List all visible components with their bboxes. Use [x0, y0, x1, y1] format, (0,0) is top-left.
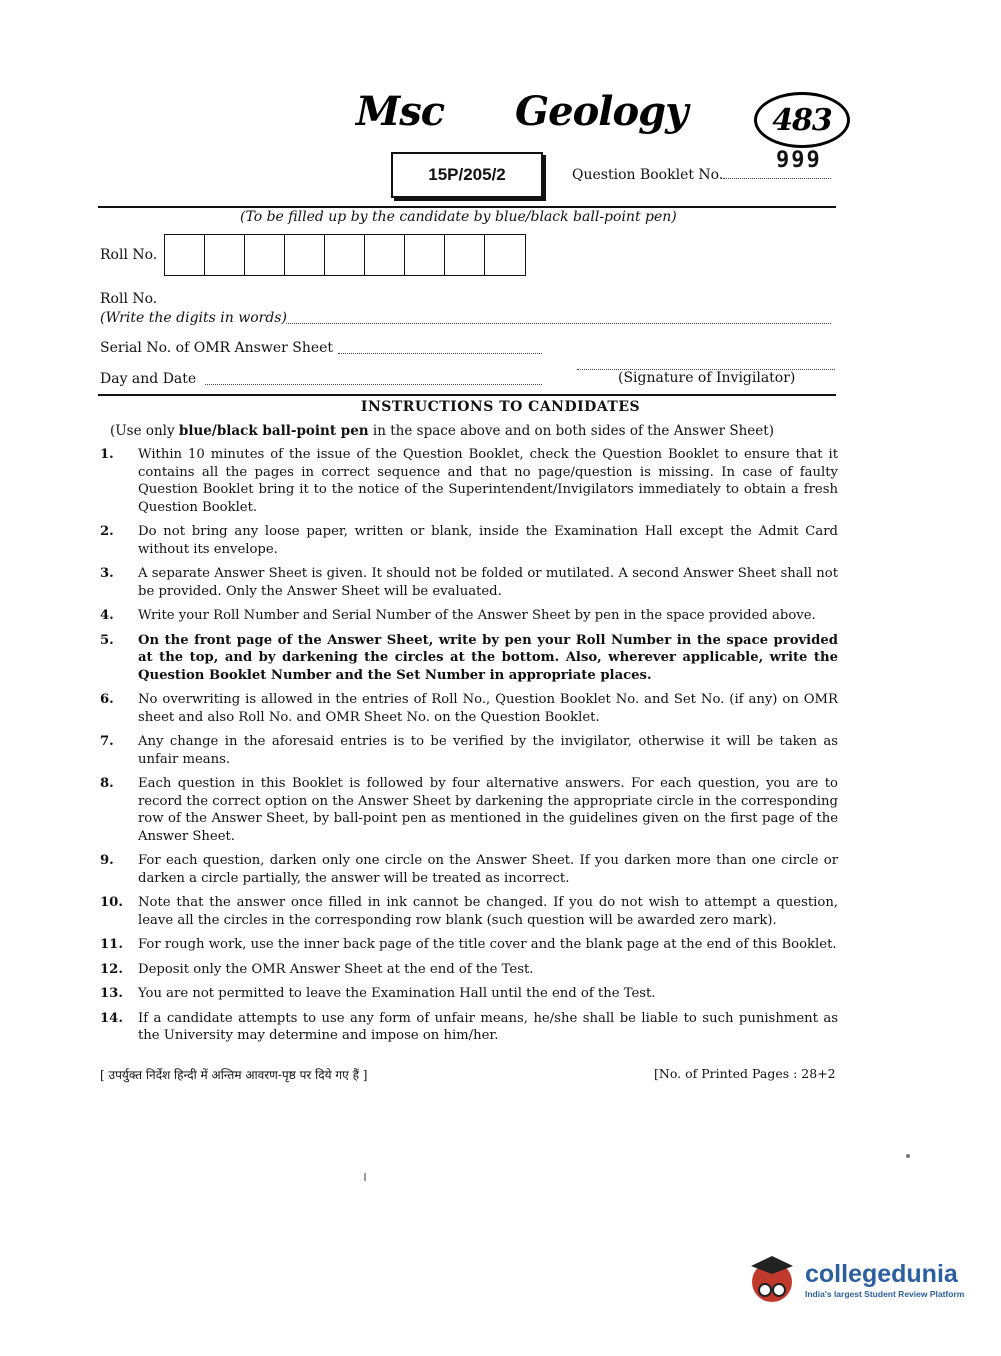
instruction-number: 7. — [100, 734, 114, 749]
instruction-number: 12. — [100, 961, 123, 977]
instructions-subheading — [110, 423, 774, 439]
instruction-text: For each question, darken only one circle on the Answer Sheet. If you darken more than one circle or darken a circle partially, the answer will be treated as incorrect. — [138, 853, 838, 886]
instruction-number: 2. — [100, 524, 114, 539]
instructions-list — [100, 446, 838, 1052]
brand-name: collegedunia — [805, 1259, 958, 1288]
subheading-post: in the space above and on both sides of the Answer Sheet) — [368, 423, 774, 439]
subheading-bold: blue/black ball-point pen — [178, 423, 369, 439]
instructions-divider — [98, 394, 836, 396]
instruction-number: 6. — [100, 692, 114, 707]
roll-no-cell[interactable] — [445, 235, 485, 275]
instruction-item — [100, 1010, 838, 1045]
instruction-number: 10. — [100, 895, 123, 910]
instruction-item — [100, 632, 838, 685]
instruction-number: 11. — [100, 937, 123, 952]
roll-no-label: Roll No. — [100, 247, 158, 263]
instruction-item — [100, 894, 838, 929]
instruction-item — [100, 565, 838, 600]
instructions-heading: INSTRUCTIONS TO CANDIDATES — [360, 399, 641, 415]
collegedunia-logo — [745, 1252, 964, 1306]
printed-pages: [No. of Printed Pages : 28+2 — [654, 1066, 836, 1081]
instruction-number: 13. — [100, 986, 123, 1001]
day-date-label: Day and Date — [100, 371, 197, 387]
top-divider — [98, 206, 836, 208]
subheading-pre: (Use only — [110, 423, 179, 439]
roll-no-cell[interactable] — [245, 235, 285, 275]
instruction-text: On the front page of the Answer Sheet, write by pen your Roll Number in the space provided at the top, and by darkening the circles at the bottom. Also, wherever applicable, write the Question Booklet Number and the Set Number in appropriate places. — [138, 632, 838, 683]
roll-no-cell[interactable] — [485, 235, 525, 275]
instruction-number: 3. — [100, 566, 114, 581]
scan-dot — [906, 1154, 910, 1158]
instruction-item — [100, 733, 838, 768]
roll-no-cell[interactable] — [285, 235, 325, 275]
instruction-text: For rough work, use the inner back page of the title cover and the blank page at the end of this Booklet. — [138, 937, 837, 952]
fill-note: (To be filled up by the candidate by blue/black ball-point pen) — [240, 209, 677, 225]
brand-tagline: India's largest Student Review Platform — [805, 1288, 965, 1299]
instruction-text: Deposit only the OMR Answer Sheet at the end of the Test. — [138, 961, 534, 977]
roll-no-cell[interactable] — [405, 235, 445, 275]
instruction-text: Within 10 minutes of the issue of the Question Booklet, check the Question Booklet to ensure that it contains all the pages in correct sequence and that no page/question is missing. In case of faulty Question Booklet bring it to the notice of the Superintendent/Invigilators immediately to obtain a fresh Question Booklet. — [138, 447, 838, 515]
serial-no-field[interactable] — [338, 341, 542, 354]
handwritten-code-circle — [754, 92, 850, 148]
instruction-text: Write your Roll Number and Serial Number of the Answer Sheet by pen in the space provided above. — [138, 608, 816, 623]
roll-no-words-hint: (Write the digits in words) — [100, 310, 287, 326]
hindi-note: [ उपर्युक्त निर्देश हिन्दी में अन्तिम आवरण-पृष्ठ पर दिये गए हैं ] — [100, 1068, 368, 1082]
instruction-number: 8. — [100, 776, 114, 791]
booklet-code-box: 15P/205/2 — [391, 152, 543, 198]
handwritten-code: 483 — [772, 102, 832, 138]
question-booklet-label: Question Booklet No. — [572, 167, 724, 183]
instruction-number: 9. — [100, 853, 114, 868]
day-date-field[interactable] — [205, 372, 542, 385]
roll-no-cell[interactable] — [365, 235, 405, 275]
instruction-item — [100, 523, 838, 558]
instruction-text: Do not bring any loose paper, written or blank, inside the Examination Hall except the Admit Card without its envelope. — [138, 524, 838, 557]
scan-mark — [364, 1173, 366, 1181]
instruction-text: You are not permitted to leave the Examination Hall until the end of the Test. — [138, 986, 656, 1001]
instruction-text: Note that the answer once filled in ink cannot be changed. If you do not wish to attempt a question, leave all the circles in the corresponding row blank (such question will be awarded zero mark). — [138, 895, 838, 928]
instruction-item — [100, 446, 838, 516]
instruction-text: Any change in the aforesaid entries is to be verified by the invigilator, otherwise it will be taken as unfair means. — [138, 734, 838, 767]
instruction-item — [100, 852, 838, 887]
instruction-number: 5. — [100, 632, 114, 648]
question-booklet-number: 999 — [776, 148, 822, 173]
instruction-text: If a candidate attempts to use any form of unfair means, he/she shall be liable to such punishment as the University may determine and impose on him/her. — [138, 1010, 838, 1043]
instruction-number: 1. — [100, 447, 114, 462]
roll-no-cell[interactable] — [325, 235, 365, 275]
instruction-item — [100, 936, 838, 954]
instruction-number: 4. — [100, 608, 114, 623]
instruction-text: Each question in this Booklet is followed by four alternative answers. For each question, you are to record the correct option on the Answer Sheet by darkening the appropriate circle in the corresponding row of the Answer Sheet, by ball-point pen as mentioned in the guidelines given on the first page of the Answer Sheet. — [138, 776, 838, 844]
instruction-text: No overwriting is allowed in the entries of Roll No., Question Booklet No. and Set No. (if any) on OMR sheet and also Roll No. and OMR Sheet No. on the Question Booklet. — [138, 692, 838, 725]
instruction-text: A separate Answer Sheet is given. It should not be folded or mutilated. A second Answer Sheet shall not be provided. Only the Answer Sheet will be evaluated. — [138, 566, 838, 599]
handwritten-title-left: Msc — [356, 88, 445, 135]
roll-no-words-field[interactable] — [286, 311, 831, 324]
instruction-item — [100, 691, 838, 726]
mascot-icon — [745, 1252, 799, 1306]
roll-no-words-label: Roll No. — [100, 291, 158, 307]
instruction-number: 14. — [100, 1010, 123, 1026]
roll-no-cell[interactable] — [165, 235, 205, 275]
signature-field[interactable] — [577, 357, 835, 370]
roll-no-cell[interactable] — [205, 235, 245, 275]
instruction-item — [100, 961, 838, 979]
roll-no-grid[interactable] — [164, 234, 526, 276]
instruction-item — [100, 607, 838, 625]
serial-no-label: Serial No. of OMR Answer Sheet — [100, 340, 334, 356]
signature-label: (Signature of Invigilator) — [618, 370, 796, 386]
instruction-item — [100, 775, 838, 845]
handwritten-title-right: Geology — [515, 88, 688, 135]
instruction-item — [100, 985, 838, 1003]
